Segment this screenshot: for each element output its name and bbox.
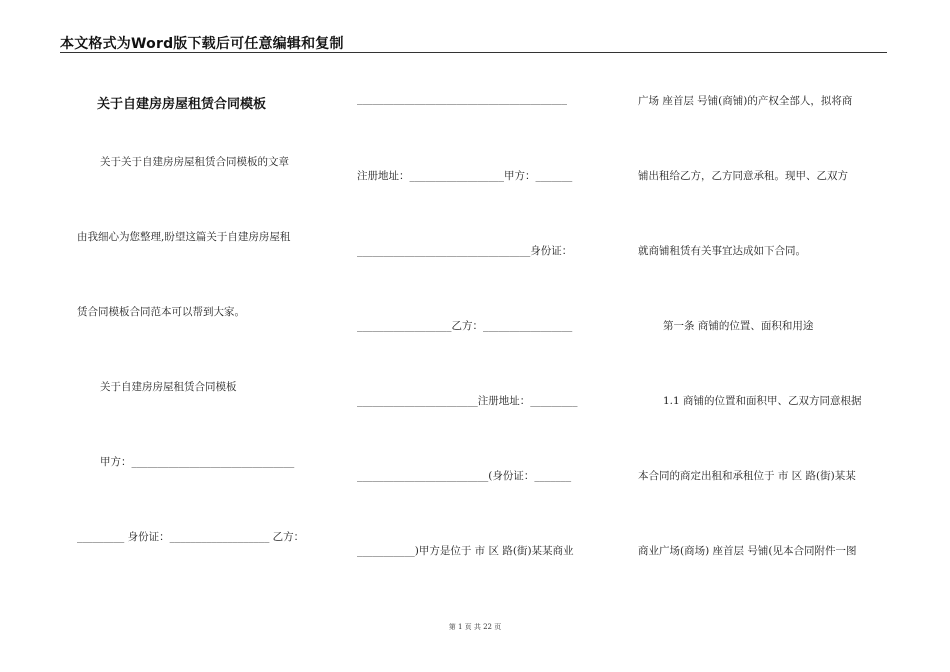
col2-line-6: _________________________(身份证：_______	[357, 470, 572, 482]
header-title: 本文格式为Word版下载后可任意编辑和复制	[60, 36, 344, 52]
col2-line-7: ___________)甲方是位于 市 区 路(街)某某商业	[357, 545, 574, 557]
col1-line-3: 赁合同模板合同范本可以帮到大家。	[77, 306, 245, 318]
document-title: 关于自建房房屋租赁合同模板	[97, 97, 267, 112]
col3-line-4: 第一条 商铺的位置、面积和用途	[663, 320, 814, 332]
col3-line-3: 就商铺租赁有关事宜达成如下合同。	[638, 245, 806, 257]
col3-line-1: 广场 座首层 号铺(商铺)的产权全部人，拟将商	[638, 95, 853, 107]
col1-line-2: 由我细心为您整理,盼望这篇关于自建房房屋租	[77, 231, 291, 243]
header-divider	[60, 52, 887, 53]
col3-line-2: 铺出租给乙方，乙方同意承租。现甲、乙双方	[638, 170, 848, 182]
col2-line-1: ________________________________________	[357, 93, 567, 105]
col1-line-4: 关于自建房房屋租赁合同模板	[100, 381, 237, 393]
col3-line-6: 本合同的商定出租和承租位于 市 区 路(街)某某	[638, 470, 856, 482]
col1-line-6: _________ 身份证：___________________ 乙方：	[77, 531, 305, 543]
col2-line-5: _______________________注册地址：_________	[357, 395, 578, 407]
col3-line-7: 商业广场(商场) 座首层 号铺(见本合同附件一图	[638, 545, 857, 557]
page-number: 第 1 页 共 22 页	[448, 623, 502, 631]
col3-line-5: 1.1 商铺的位置和面积甲、乙双方同意根据	[663, 395, 862, 407]
col2-line-3: _________________________________身份证：	[357, 245, 573, 257]
col2-line-4: __________________乙方：_________________	[357, 320, 573, 332]
col1-line-1: 关于关于自建房房屋租赁合同模板的文章	[100, 156, 289, 168]
col2-line-2: 注册地址：__________________甲方：_______	[357, 170, 573, 182]
col1-line-5: 甲方：_______________________________	[100, 456, 295, 468]
